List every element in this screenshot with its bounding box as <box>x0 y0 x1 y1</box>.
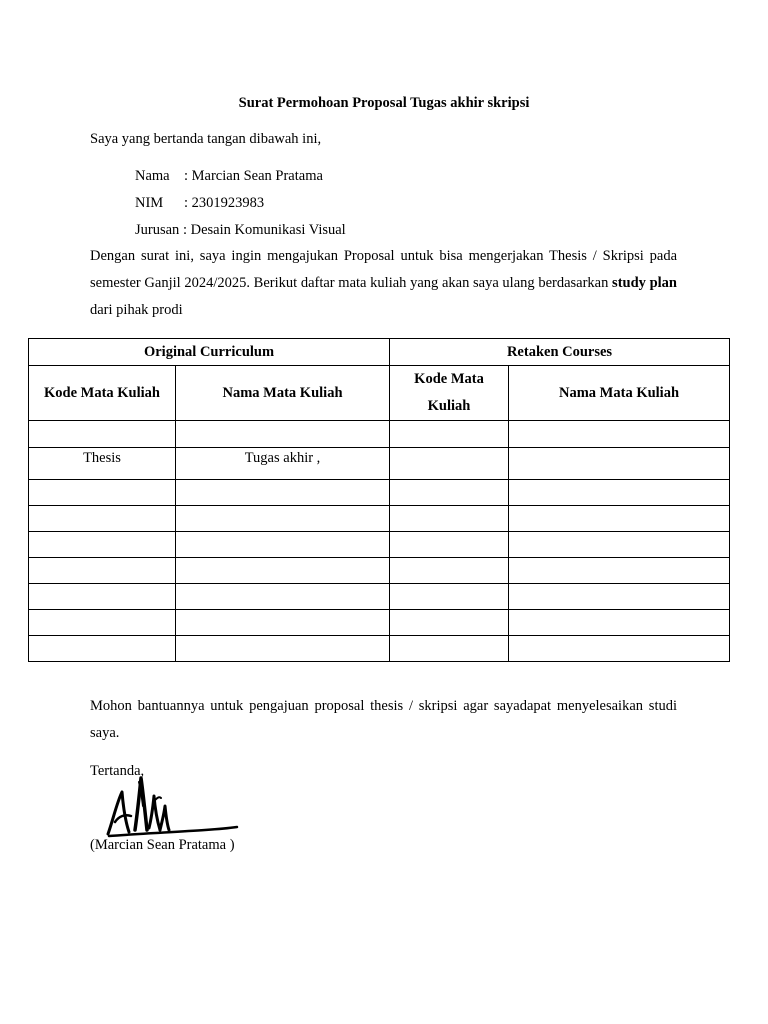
table-cell <box>29 636 176 662</box>
original-name-header: Nama Mata Kuliah <box>176 366 390 421</box>
greeting-line: Saya yang bertanda tangan dibawah ini, <box>90 131 322 147</box>
table-row <box>29 448 730 480</box>
intro-paragraph <box>90 243 677 324</box>
table-cell <box>390 532 509 558</box>
document-title: Surat Permohoan Proposal Tugas akhir skripsi <box>238 95 530 111</box>
table-row <box>29 584 730 610</box>
table-cell <box>29 532 176 558</box>
table-cell: Thesis <box>29 448 176 480</box>
study-plan-bold: study plan <box>612 275 677 291</box>
course-table <box>28 338 730 662</box>
retaken-code-header: Kode Mata Kuliah <box>390 366 509 421</box>
table-cell <box>176 584 390 610</box>
name-value: : Marcian Sean Pratama <box>184 168 323 184</box>
table-cell <box>390 480 509 506</box>
table-cell <box>390 506 509 532</box>
table-cell <box>509 421 730 448</box>
table-cell <box>509 610 730 636</box>
major-row <box>135 220 346 240</box>
major-value: : Desain Komunikasi Visual <box>182 222 346 238</box>
nim-row <box>135 193 264 213</box>
table-cell <box>509 448 730 480</box>
table-row <box>29 636 730 662</box>
nim-value: : 2301923983 <box>184 195 265 211</box>
table-cell <box>390 584 509 610</box>
table-row <box>29 480 730 506</box>
name-label: Nama <box>135 168 170 184</box>
closing-paragraph: Mohon bantuannya untuk pengajuan proposal thesis / skripsi agar sayadapat menyelesaikan studi saya. <box>90 698 677 741</box>
table-cell <box>509 636 730 662</box>
table-cell <box>509 558 730 584</box>
table-cell <box>176 610 390 636</box>
table-cell <box>509 506 730 532</box>
original-code-header: Kode Mata Kuliah <box>29 366 176 421</box>
original-curriculum-header: Original Curriculum <box>29 339 390 366</box>
intro-text-end: dari pihak prodi <box>90 302 183 318</box>
table-cell: Tugas akhir , <box>176 448 390 480</box>
table-cell <box>509 480 730 506</box>
table-row <box>29 532 730 558</box>
table-column-header-row <box>29 366 730 421</box>
table-cell <box>390 421 509 448</box>
sign-off: Tertanda, <box>90 763 145 779</box>
table-cell <box>176 506 390 532</box>
table-cell <box>176 532 390 558</box>
table-row <box>29 506 730 532</box>
table-cell <box>176 558 390 584</box>
table-row <box>29 421 730 448</box>
table-cell <box>390 610 509 636</box>
table-cell <box>29 584 176 610</box>
retaken-name-header: Nama Mata Kuliah <box>509 366 730 421</box>
name-row <box>135 166 323 186</box>
table-group-header-row <box>29 339 730 366</box>
table-cell <box>176 480 390 506</box>
table-row <box>29 558 730 584</box>
table-cell <box>29 480 176 506</box>
retaken-courses-header: Retaken Courses <box>390 339 730 366</box>
table-cell <box>29 421 176 448</box>
table-cell <box>390 448 509 480</box>
table-cell <box>29 558 176 584</box>
table-cell <box>176 636 390 662</box>
intro-text-start: Dengan surat ini, saya ingin mengajukan Proposal untuk bisa mengerjakan Thesis / Skripsi pada semester Ganjil 2024/2025. Berikut daftar mata kuliah yang akan saya ulang berdasarkan <box>90 248 677 291</box>
table-row <box>29 610 730 636</box>
table-cell <box>509 532 730 558</box>
major-label: Jurusan <box>135 222 180 238</box>
table-cell <box>509 584 730 610</box>
signatory-name: (Marcian Sean Pratama ) <box>90 837 235 853</box>
table-cell <box>390 558 509 584</box>
handwritten-signature <box>105 772 240 842</box>
table-cell <box>29 506 176 532</box>
nim-label: NIM <box>135 195 164 211</box>
table-cell <box>29 610 176 636</box>
table-cell <box>176 421 390 448</box>
table-cell <box>390 636 509 662</box>
